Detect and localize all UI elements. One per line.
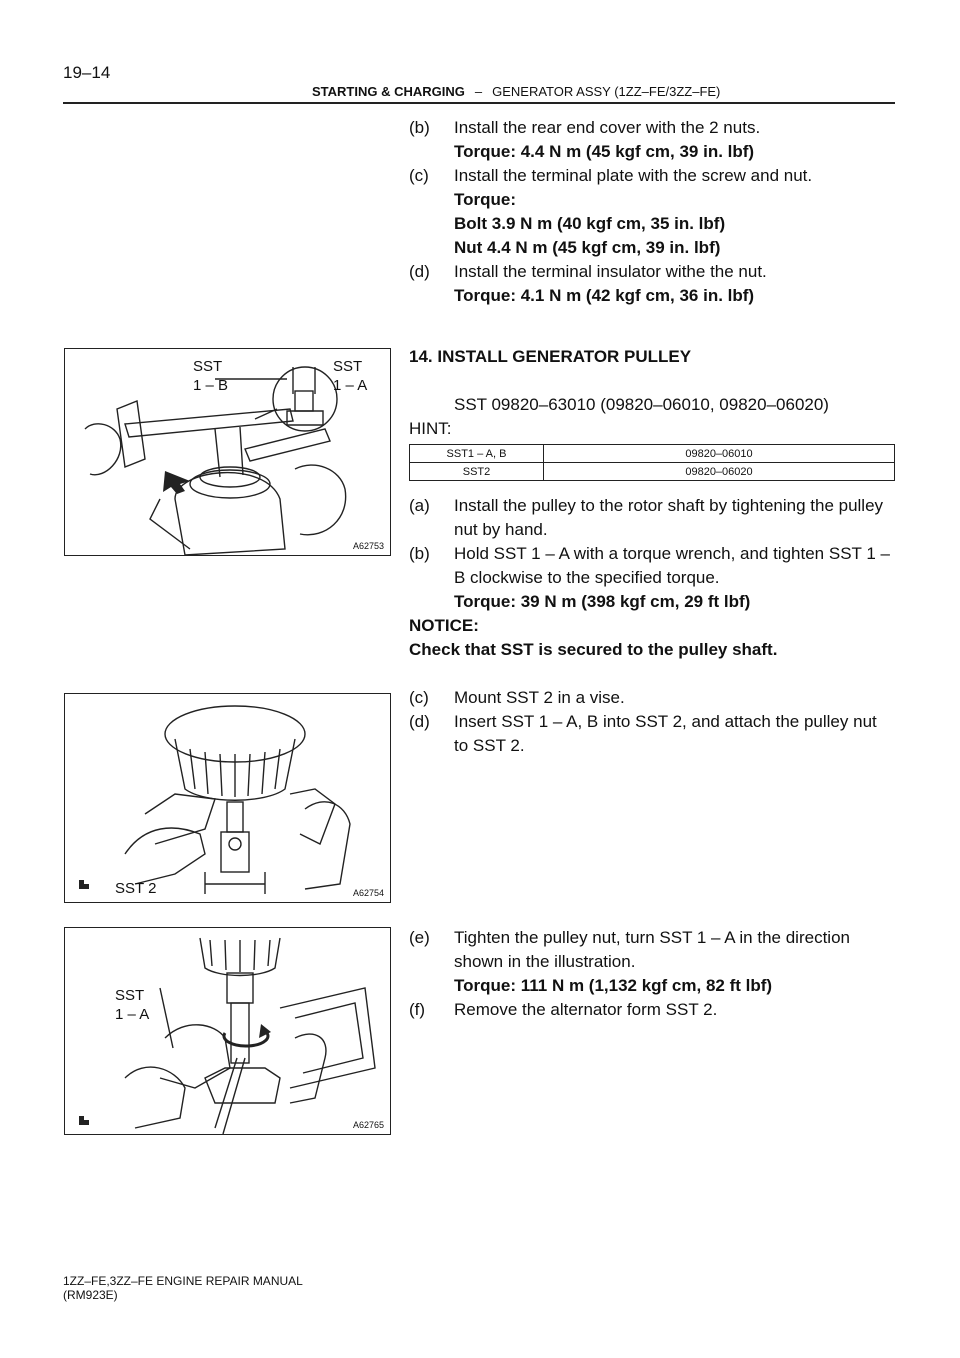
- notice-text: Check that SST is secured to the pulley shaft.: [409, 640, 778, 659]
- table-row: [410, 445, 895, 463]
- hint-label: HINT:: [409, 419, 452, 438]
- figure-a62753: [64, 348, 391, 556]
- header-section: STARTING & CHARGING: [312, 84, 465, 99]
- sst2-mount-illustration: [65, 694, 390, 902]
- corner-mark-icon: [79, 880, 89, 889]
- corner-mark-icon: [79, 1116, 89, 1125]
- table-row: [410, 463, 895, 481]
- running-header: [312, 84, 720, 99]
- footer: [63, 1274, 303, 1302]
- table-cell: 09820–06020: [544, 463, 895, 481]
- tag-sst-2: SST 2: [115, 880, 157, 897]
- table-cell: SST2: [410, 463, 544, 481]
- header-rule: [63, 102, 895, 104]
- section-14-title: 14. INSTALL GENERATOR PULLEY: [409, 347, 692, 366]
- pulley-tighten-illustration: [65, 928, 390, 1134]
- footer-manual-title: 1ZZ–FE,3ZZ–FE ENGINE REPAIR MANUAL: [63, 1274, 303, 1288]
- footer-manual-code: (RM923E): [63, 1288, 118, 1302]
- figure-a62754: [64, 693, 391, 903]
- sst-table: [409, 444, 895, 481]
- header-separator: –: [474, 84, 483, 99]
- tag-sst-1b: SST 1 – B: [193, 358, 229, 394]
- notice-title: NOTICE:: [409, 616, 479, 635]
- figure-id: A62754: [352, 888, 384, 898]
- figure-id: A62753: [352, 541, 384, 551]
- header-subsection: GENERATOR ASSY (1ZZ–FE/3ZZ–FE): [492, 84, 721, 99]
- tag-sst-1a: SST 1 – A: [333, 358, 368, 394]
- tag-sst-1a: SST 1 – A: [115, 987, 150, 1023]
- page-number: 19–14: [63, 63, 111, 82]
- table-cell: 09820–06010: [544, 445, 895, 463]
- figure-a62765: [64, 927, 391, 1135]
- sst-line: SST 09820–63010 (09820–06010, 09820–06020): [454, 395, 829, 414]
- figure-id: A62765: [352, 1120, 384, 1130]
- table-cell: SST1 – A, B: [410, 445, 544, 463]
